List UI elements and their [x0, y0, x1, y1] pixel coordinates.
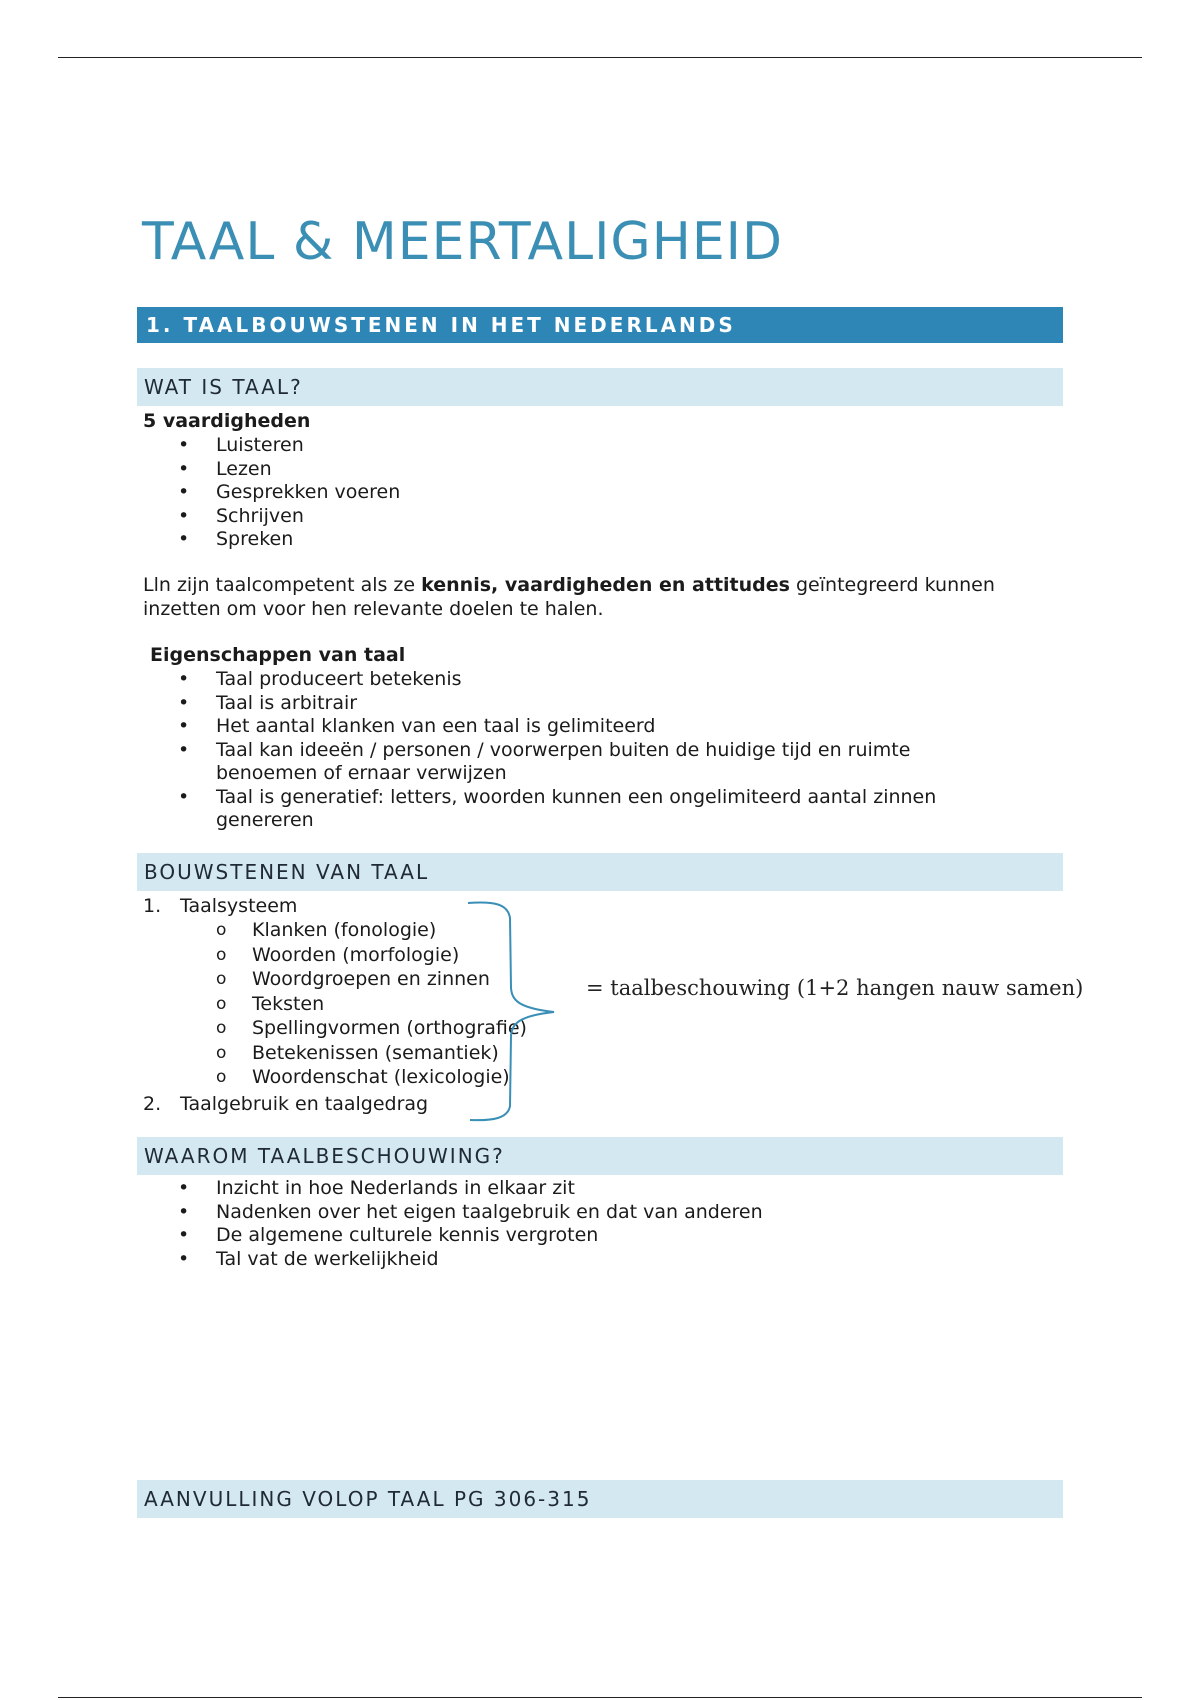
competence-text-start: Lln zijn taalcompetent als ze — [143, 574, 422, 596]
list-item: • Gesprekken voeren — [178, 481, 400, 505]
list-item: • Luisteren — [178, 434, 400, 458]
skills-title: 5 vaardigheden — [143, 410, 311, 432]
sub-list-item: o Teksten — [216, 992, 527, 1017]
list-item: • De algemene culturele kennis vergroten — [178, 1224, 763, 1248]
sub-list-item: o Betekenissen (semantiek) — [216, 1041, 527, 1066]
item-number: 1. — [143, 895, 162, 917]
skills-list — [178, 434, 400, 552]
chapter-heading: 1. TAALBOUWSTENEN IN HET NEDERLANDS — [137, 307, 1063, 343]
sub-list-item: o Woordenschat (lexicologie) — [216, 1065, 527, 1090]
item-label: Taalsysteem — [180, 895, 298, 917]
section-heading-bouwstenen: BOUWSTENEN VAN TAAL — [137, 853, 1063, 891]
competence-text-end: geïntegreerd kunnen inzetten om voor hen relevante doelen te halen. — [143, 574, 995, 620]
brace-annotation: = taalbeschouwing (1+2 hangen nauw samen) — [586, 976, 1084, 1000]
list-item: • Schrijven — [178, 505, 400, 529]
properties-title: Eigenschappen van taal — [150, 644, 406, 666]
list-item: • Taal produceert betekenis — [178, 668, 978, 692]
page-title: TAAL & MEERTALIGHEID — [142, 212, 784, 272]
list-item: • Tal vat de werkelijkheid — [178, 1248, 763, 1272]
section-heading-waarom: WAAROM TAALBESCHOUWING? — [137, 1137, 1063, 1175]
list-item: • Taal kan ideeën / personen / voorwerpen buiten de huidige tijd en ruimte benoemen of ernaar verwijzen — [178, 739, 978, 786]
numbered-item-2 — [143, 1092, 428, 1116]
footer-rule — [58, 1697, 1142, 1698]
list-item: • Het aantal klanken van een taal is gelimiteerd — [178, 715, 978, 739]
list-item: • Taal is arbitrair — [178, 692, 978, 716]
competence-text-bold: kennis, vaardigheden en attitudes — [421, 574, 790, 596]
properties-list — [178, 668, 978, 833]
item-label: Taalgebruik en taalgedrag — [180, 1093, 429, 1115]
list-item: • Nadenken over het eigen taalgebruik en dat van anderen — [178, 1201, 763, 1225]
list-item: • Inzicht in hoe Nederlands in elkaar zit — [178, 1177, 763, 1201]
list-item: • Lezen — [178, 458, 400, 482]
curly-brace-icon — [462, 900, 562, 1125]
item-number: 2. — [143, 1093, 162, 1115]
waarom-list — [178, 1177, 763, 1271]
sub-list-item: o Woordgroepen en zinnen — [216, 967, 527, 992]
sub-list-item: o Klanken (fonologie) — [216, 918, 527, 943]
sub-list-item: o Woorden (morfologie) — [216, 943, 527, 968]
list-item: • Spreken — [178, 528, 400, 552]
header-rule — [58, 57, 1142, 58]
numbered-item-1 — [143, 894, 297, 918]
competence-paragraph — [143, 573, 1063, 621]
section-heading-wat-is-taal: WAT IS TAAL? — [137, 368, 1063, 406]
sub-list-item: o Spellingvormen (orthografie) — [216, 1016, 527, 1041]
list-item: • Taal is generatief: letters, woorden kunnen een ongelimiteerd aantal zinnen genereren — [178, 786, 978, 833]
section-heading-aanvulling: AANVULLING VOLOP TAAL PG 306-315 — [137, 1480, 1063, 1518]
